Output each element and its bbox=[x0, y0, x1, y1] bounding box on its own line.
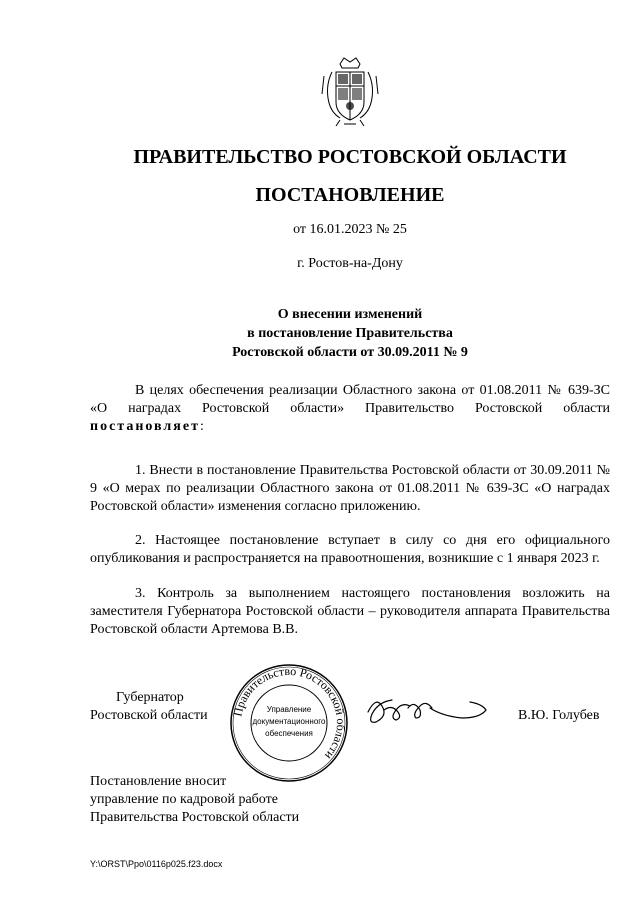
decree-punct: : bbox=[199, 419, 204, 434]
signatory-name: В.Ю. Голубев bbox=[518, 708, 600, 723]
footer-line-2: управление по кадровой работе bbox=[90, 792, 278, 807]
signatory-title: Губернатор bbox=[116, 690, 184, 705]
document-type-title: ПОСТАНОВЛЕНИЕ bbox=[255, 184, 445, 206]
stamp-outer-text: Правительство Ростовской области bbox=[230, 663, 349, 763]
footer-line-3: Правительства Ростовской области bbox=[90, 810, 300, 825]
organization-title: ПРАВИТЕЛЬСТВО РОСТОВСКОЙ ОБЛАСТИ bbox=[133, 146, 567, 168]
stamp-inner-line-1: Управление bbox=[266, 705, 312, 714]
signatory-region: Ростовской области bbox=[90, 708, 208, 723]
item-3-paragraph: 3. Контроль за выполнением настоящего постановления возложить на заместителя Губернатора Ростовской области – руководителя аппарата Правительства Ростовской области Артемова В.В. bbox=[90, 586, 610, 637]
stamp-inner-line-2: документационного bbox=[252, 717, 326, 726]
coat-of-arms-emblem bbox=[318, 54, 382, 128]
item-1-paragraph: 1. Внести в постановление Правительства Ростовской области от 30.09.2011 № 9 «О мерах по реализации Областного закона от 01.08.2011 № 639-ЗС «О наградах Ростовской области» изменения согласно приложению. bbox=[90, 463, 610, 514]
preamble-text: В целях обеспечения реализации Областного закона от 01.08.2011 № 639-ЗС «О наградах Ростовской области» Правительство Ростовской области bbox=[90, 383, 610, 416]
stamp-inner-line-3: обеспечения bbox=[265, 729, 313, 738]
footer-line-1: Постановление вносит bbox=[90, 774, 227, 789]
item-2-paragraph: 2. Настоящее постановление вступает в силу со дня его официального опубликования и распространяется на правоотношения, возникшие с 1 января 2023 г. bbox=[90, 533, 610, 566]
city: г. Ростов-на-Дону bbox=[297, 256, 403, 271]
preamble-paragraph bbox=[90, 382, 610, 436]
file-path: Y:\ORST\Ppo\0116p025.f23.docx bbox=[90, 859, 223, 869]
subject-line-1: О внесении изменений bbox=[277, 307, 423, 322]
date-number: от 16.01.2023 № 25 bbox=[293, 222, 407, 237]
decree-word: постановляет bbox=[90, 419, 200, 434]
handwritten-signature bbox=[362, 688, 492, 730]
subject-line-2: в постановление Правительства bbox=[247, 326, 453, 341]
subject-line-3: Ростовской области от 30.09.2011 № 9 bbox=[232, 345, 468, 360]
document-subject bbox=[70, 305, 630, 362]
official-stamp bbox=[228, 662, 350, 784]
